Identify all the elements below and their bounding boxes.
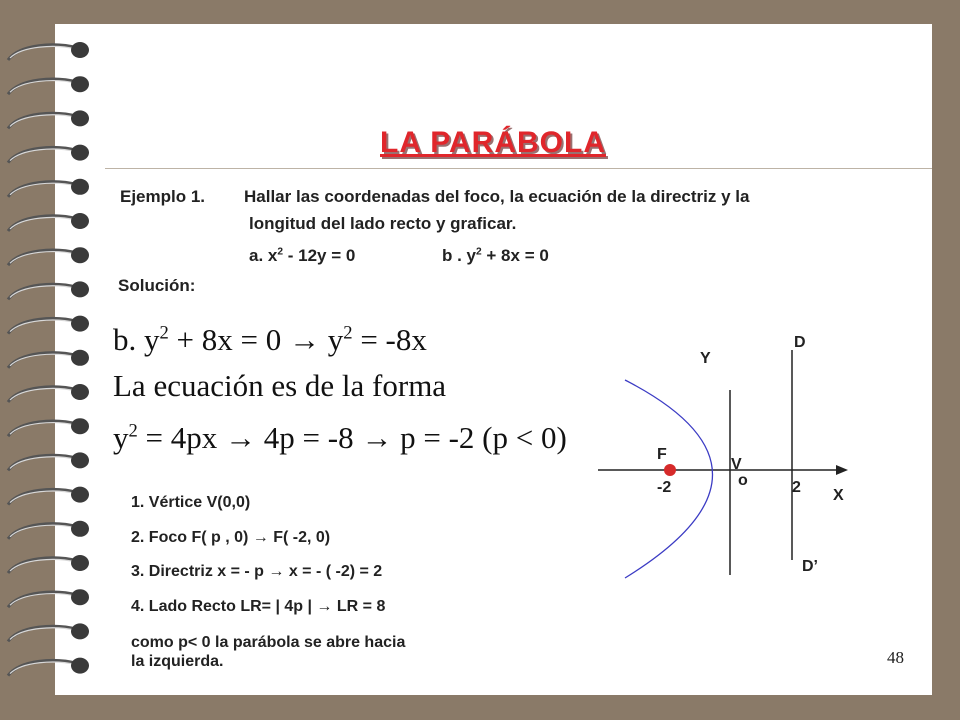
page-title: LA PARÁBOLA <box>380 126 606 159</box>
binding-ring-highlight <box>10 149 76 161</box>
binding-ring-highlight <box>10 217 76 229</box>
step-2: 2. Foco F( p , 0) → F( -2, 0) <box>131 529 331 546</box>
binding-hole <box>71 452 89 468</box>
binding-hole <box>71 589 89 605</box>
example-label: Ejemplo 1. <box>120 187 206 206</box>
graph-label-f: F <box>657 446 667 463</box>
math-line-3: $y^2 = 4px \to 4p = -8 \to p = -2$ (p < 0) <box>113 420 567 455</box>
binding-hole <box>71 316 89 332</box>
graph-label-origin: o <box>738 472 748 489</box>
binding-hole <box>71 555 89 571</box>
example-text-line1: Hallar las coordenadas del foco, la ecuación de la directriz y la <box>244 187 750 206</box>
binding-ring-highlight <box>10 662 76 674</box>
binding-hole <box>71 281 89 297</box>
binding-hole <box>71 350 89 366</box>
binding-ring-highlight <box>10 491 76 503</box>
binding-ring-highlight <box>10 388 76 400</box>
binding-ring-highlight <box>10 594 76 606</box>
step-3: 3. Directriz x = - p → x = - ( -2) = 2 <box>131 563 383 580</box>
binding-ring-highlight <box>10 423 76 435</box>
example-item-a: a. $x^2 - 12y = 0$ <box>249 246 356 265</box>
binding-ring-highlight <box>10 115 76 127</box>
x-axis-arrow <box>836 465 848 475</box>
binding-ring-highlight <box>10 46 76 58</box>
binding-ring-highlight <box>10 81 76 93</box>
binding-hole <box>71 179 89 195</box>
binding-hole <box>71 623 89 639</box>
binding-ring-highlight <box>10 525 76 537</box>
step-conclusion-line1: como p< 0 la parábola se abre hacia <box>131 634 406 651</box>
graph-label-neg2: -2 <box>657 479 672 496</box>
graph-label-x: X <box>833 487 844 504</box>
binding-ring-highlight <box>10 457 76 469</box>
parabola-graph <box>590 330 870 590</box>
graph-label-d-prime: D’ <box>802 558 818 575</box>
spiral-binding <box>0 0 110 720</box>
graph-label-v: V <box>731 456 742 473</box>
binding-ring-highlight <box>10 354 76 366</box>
binding-hole <box>71 213 89 229</box>
graph-label-y: Y <box>700 350 711 367</box>
binding-ring-highlight <box>10 286 76 298</box>
example-text-line2: longitud del lado recto y graficar. <box>249 214 517 233</box>
binding-ring-highlight <box>10 320 76 332</box>
binding-ring-highlight <box>10 559 76 571</box>
binding-hole <box>71 42 89 58</box>
step-conclusion-line2: la izquierda. <box>131 653 224 670</box>
binding-hole <box>71 521 89 537</box>
solution-label: Solución: <box>118 276 196 295</box>
example-item-b: b . $y^2 + 8x = 0$ <box>442 246 549 265</box>
binding-hole <box>71 384 89 400</box>
math-line-2: La ecuación es de la forma <box>113 368 447 403</box>
title-divider <box>105 168 932 169</box>
binding-hole <box>71 658 89 674</box>
binding-ring-highlight <box>10 183 76 195</box>
math-line-1: b. $y^2 + 8x = 0 \to y^2 = -8x$ <box>113 322 427 357</box>
binding-hole <box>71 487 89 503</box>
binding-hole <box>71 76 89 92</box>
binding-hole <box>71 110 89 126</box>
binding-ring-highlight <box>10 628 76 640</box>
graph-label-2: 2 <box>792 479 801 496</box>
binding-hole <box>71 247 89 263</box>
step-4: 4. Lado Recto LR= | 4p | → LR = 8 <box>131 598 386 615</box>
focus-point <box>664 464 676 476</box>
step-1: 1. Vértice V(0,0) <box>131 494 251 511</box>
page-number: 48 <box>887 648 904 667</box>
graph-label-d: D <box>794 334 806 351</box>
binding-hole <box>71 145 89 161</box>
binding-hole <box>71 418 89 434</box>
binding-ring-highlight <box>10 252 76 264</box>
